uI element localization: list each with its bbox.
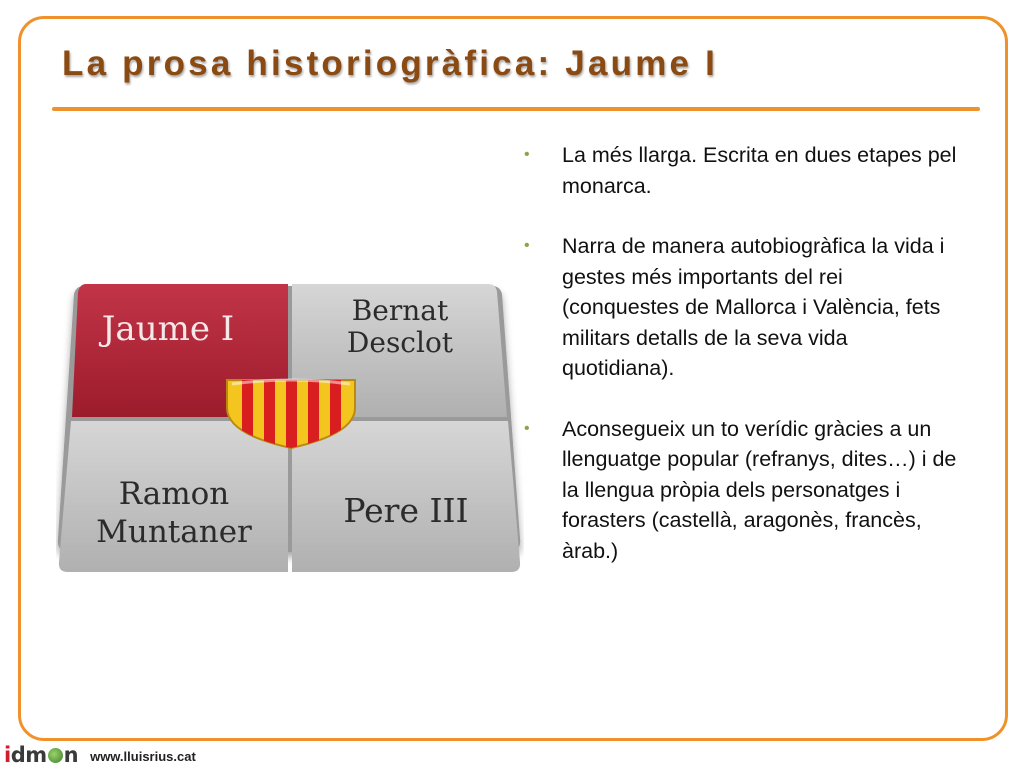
quadrant-label-ramon: Ramon <box>118 476 230 512</box>
chroniclers-diagram <box>56 276 524 586</box>
quadrant-graphic <box>56 276 524 586</box>
quadrant-label-bernat: Bernat <box>351 294 449 327</box>
bullet-text: La més llarga. Escrita en dues etapes pel monarca. <box>562 143 957 198</box>
bullet-text: Narra de manera autobiogràfica la vida i gestes més importants del rei (conquestes de Mallorca i València, fets militars detalls de la seva vida quotidiana). <box>562 234 945 380</box>
footer <box>4 744 196 766</box>
bullet-dot-icon: • <box>524 237 530 254</box>
quadrant-label-muntaner: Muntaner <box>96 514 252 550</box>
quadrant-label-desclot: Desclot <box>346 326 454 359</box>
quadrant-label-pere-iii: Pere III <box>343 491 469 530</box>
bullet-item <box>520 140 960 201</box>
bullet-item <box>520 231 960 384</box>
footer-url[interactable]: www.lluisrius.cat <box>90 749 196 764</box>
bullet-dot-icon: • <box>524 146 530 163</box>
bullet-list <box>520 140 960 596</box>
bullet-dot-icon: • <box>524 419 530 437</box>
title-underline <box>52 107 980 111</box>
idmon-logo: idm n <box>4 743 79 767</box>
logo-globe-icon <box>48 748 63 763</box>
slide-title: La prosa historiogràfica: Jaume I <box>62 44 719 83</box>
quadrant-label-jaume-i: Jaume I <box>101 309 235 349</box>
bullet-text: Aconsegueix un to verídic gràcies a un llenguatge popular (refranys, dites…) i de la llengua pròpia dels personatges i forasters (castellà, aragonès, francès, àrab.) <box>562 416 957 563</box>
bullet-item <box>520 414 960 567</box>
